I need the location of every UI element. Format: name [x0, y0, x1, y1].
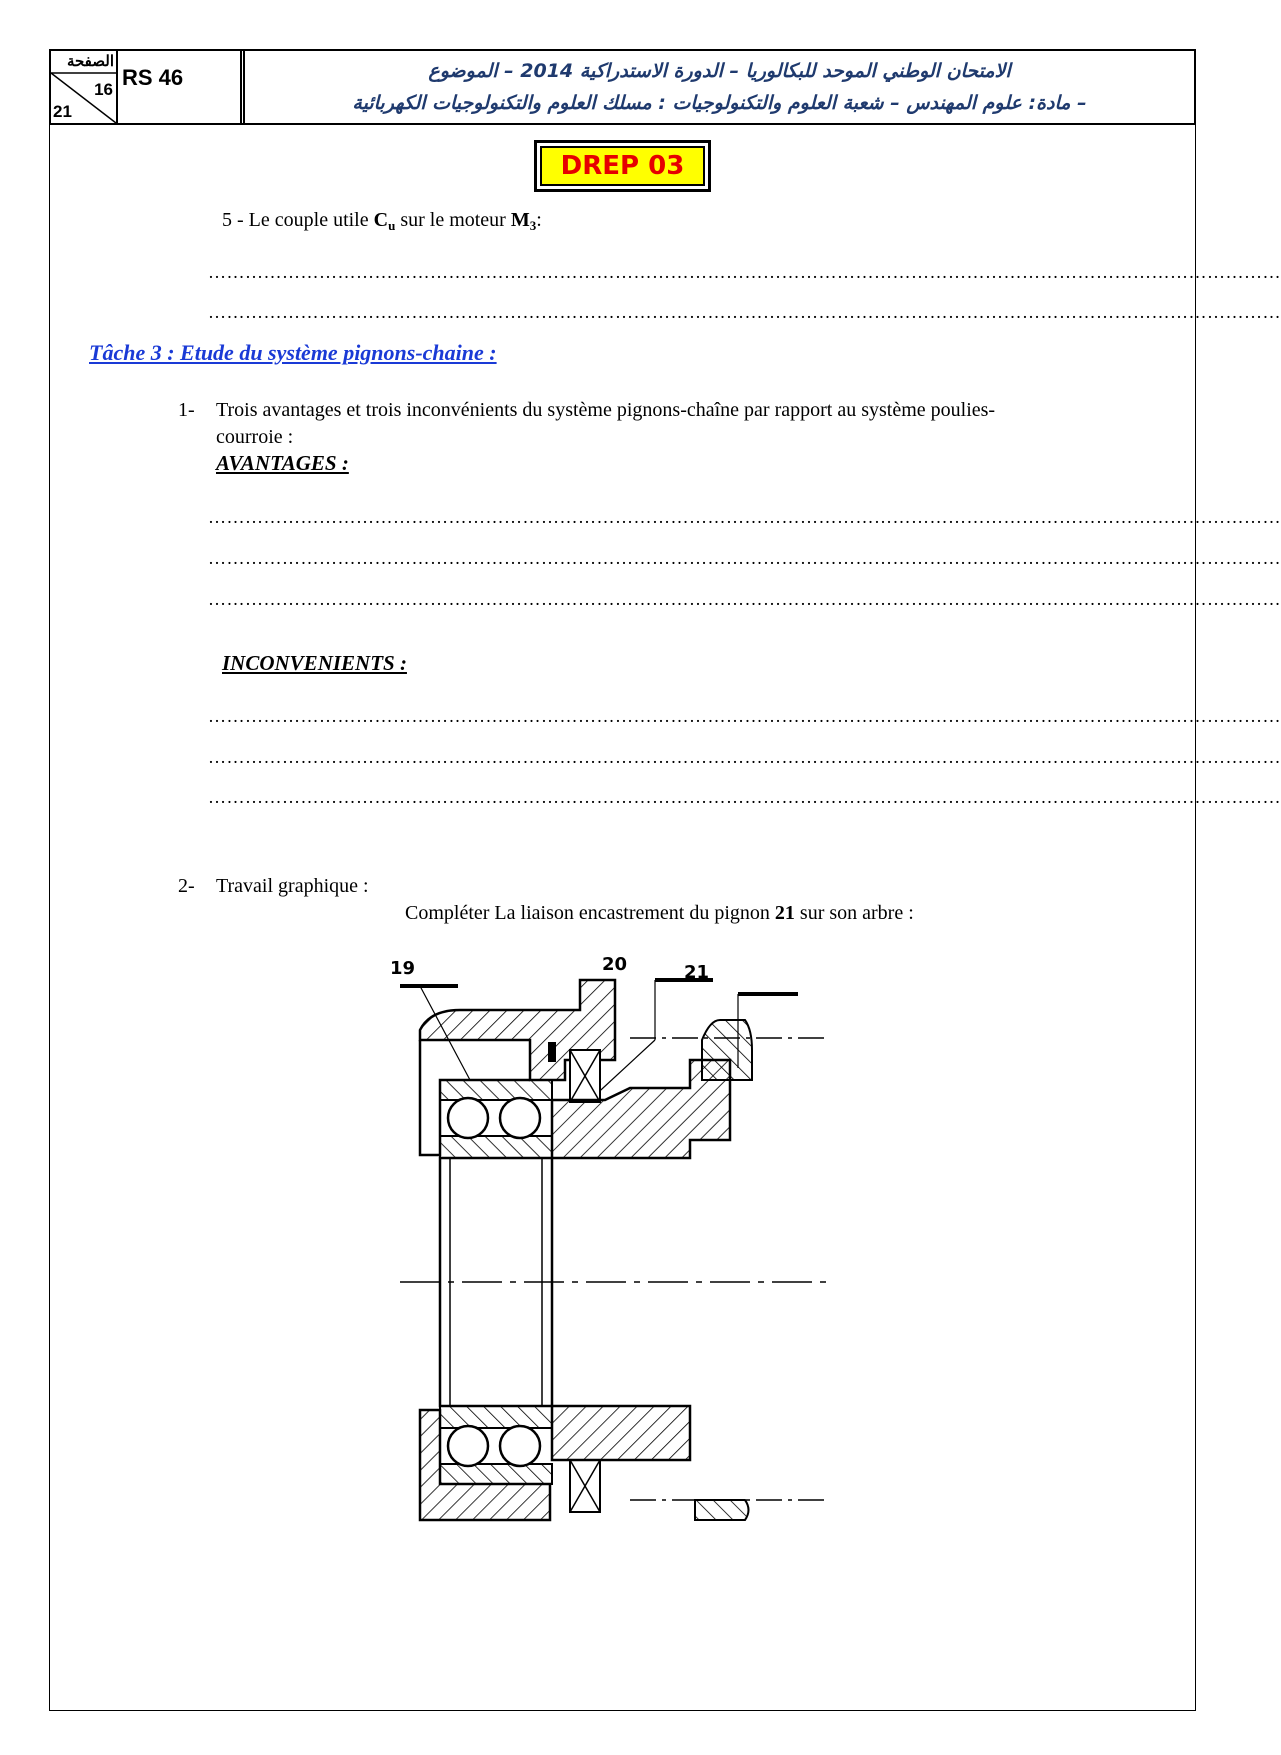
ball-upper-right [500, 1098, 540, 1138]
pinion-21-upper [702, 1020, 752, 1080]
answer-line[interactable]: ………………………………………………………………………………………………………………………………………………………… [208, 747, 1281, 767]
circlip-upper [548, 1042, 556, 1062]
avantages-heading: AVANTAGES : [216, 451, 349, 475]
task-3-heading: Tâche 3 : Etude du système pignons-chaine : [89, 340, 497, 365]
question-2-title: Travail graphique : [216, 875, 369, 897]
answer-line[interactable]: ………………………………………………………………………………………………………………………………………………………… [208, 787, 1281, 807]
bearing-ring-outer-lower [440, 1464, 552, 1484]
callout-21: 21 [684, 962, 710, 983]
assembly-drawing[interactable] [390, 940, 830, 1520]
page-current: 16 [94, 80, 113, 99]
question-1-number: 1- [178, 399, 195, 421]
answer-line[interactable]: ………………………………………………………………………………………………………………………………………………………… [208, 507, 1281, 527]
question-5: 5 - Le couple utile $C_u$ sur le moteur $M_3$: [222, 209, 542, 233]
ball-lower-right [500, 1426, 540, 1466]
callout-20: 20 [602, 954, 628, 975]
answer-line[interactable]: ………………………………………………………………………………………………………………………………………………………… [208, 302, 1281, 322]
exam-header [49, 49, 1196, 125]
bearing-ring-inner-lower [440, 1406, 552, 1428]
exam-title [245, 51, 1194, 123]
ball-lower-left [448, 1426, 488, 1466]
ball-upper-left [448, 1098, 488, 1138]
bearing-ring-inner-upper [440, 1136, 552, 1158]
answer-line[interactable]: ………………………………………………………………………………………………………………………………………………………… [208, 706, 1281, 726]
page-label: الصفحة [66, 53, 114, 70]
question-2-number: 2- [178, 875, 195, 897]
exam-title-line1: الامتحان الوطني الموحد للبكالوريا – الدورة الاستدراكية 2014 – الموضوع [428, 60, 1011, 82]
answer-line[interactable]: ………………………………………………………………………………………………………………………………………………………… [208, 589, 1281, 609]
inconvenients-heading: INCONVENIENTS : [222, 651, 407, 675]
bearing-ring-outer-upper [440, 1080, 552, 1100]
answer-line[interactable]: ………………………………………………………………………………………………………………………………………………………… [208, 262, 1281, 282]
drep-badge [534, 140, 711, 192]
shaft-lower [552, 1406, 690, 1460]
question-1-line2: courroie : [216, 426, 294, 448]
question-2-instruction: Compléter La liaison encastrement du pignon 21 sur son arbre : [405, 902, 914, 924]
page-number-box [51, 51, 118, 123]
pinion-21-lower [695, 1500, 749, 1520]
question-1-line1: Trois avantages et trois inconvénients du système pignons-chaîne par rapport au système poulies- [216, 399, 996, 421]
answer-line[interactable]: ………………………………………………………………………………………………………………………………………………………… [208, 548, 1281, 568]
exam-title-line2: – مادة: علوم المهندس – شعبة العلوم والتكنولوجيات : مسلك العلوم والتكنولوجيات الكهربائية [352, 92, 1087, 114]
page-total: 21 [53, 102, 72, 121]
callout-19: 19 [390, 958, 416, 979]
drep-label: DREP 03 [540, 146, 705, 186]
subject-code: RS 46 [118, 51, 245, 123]
